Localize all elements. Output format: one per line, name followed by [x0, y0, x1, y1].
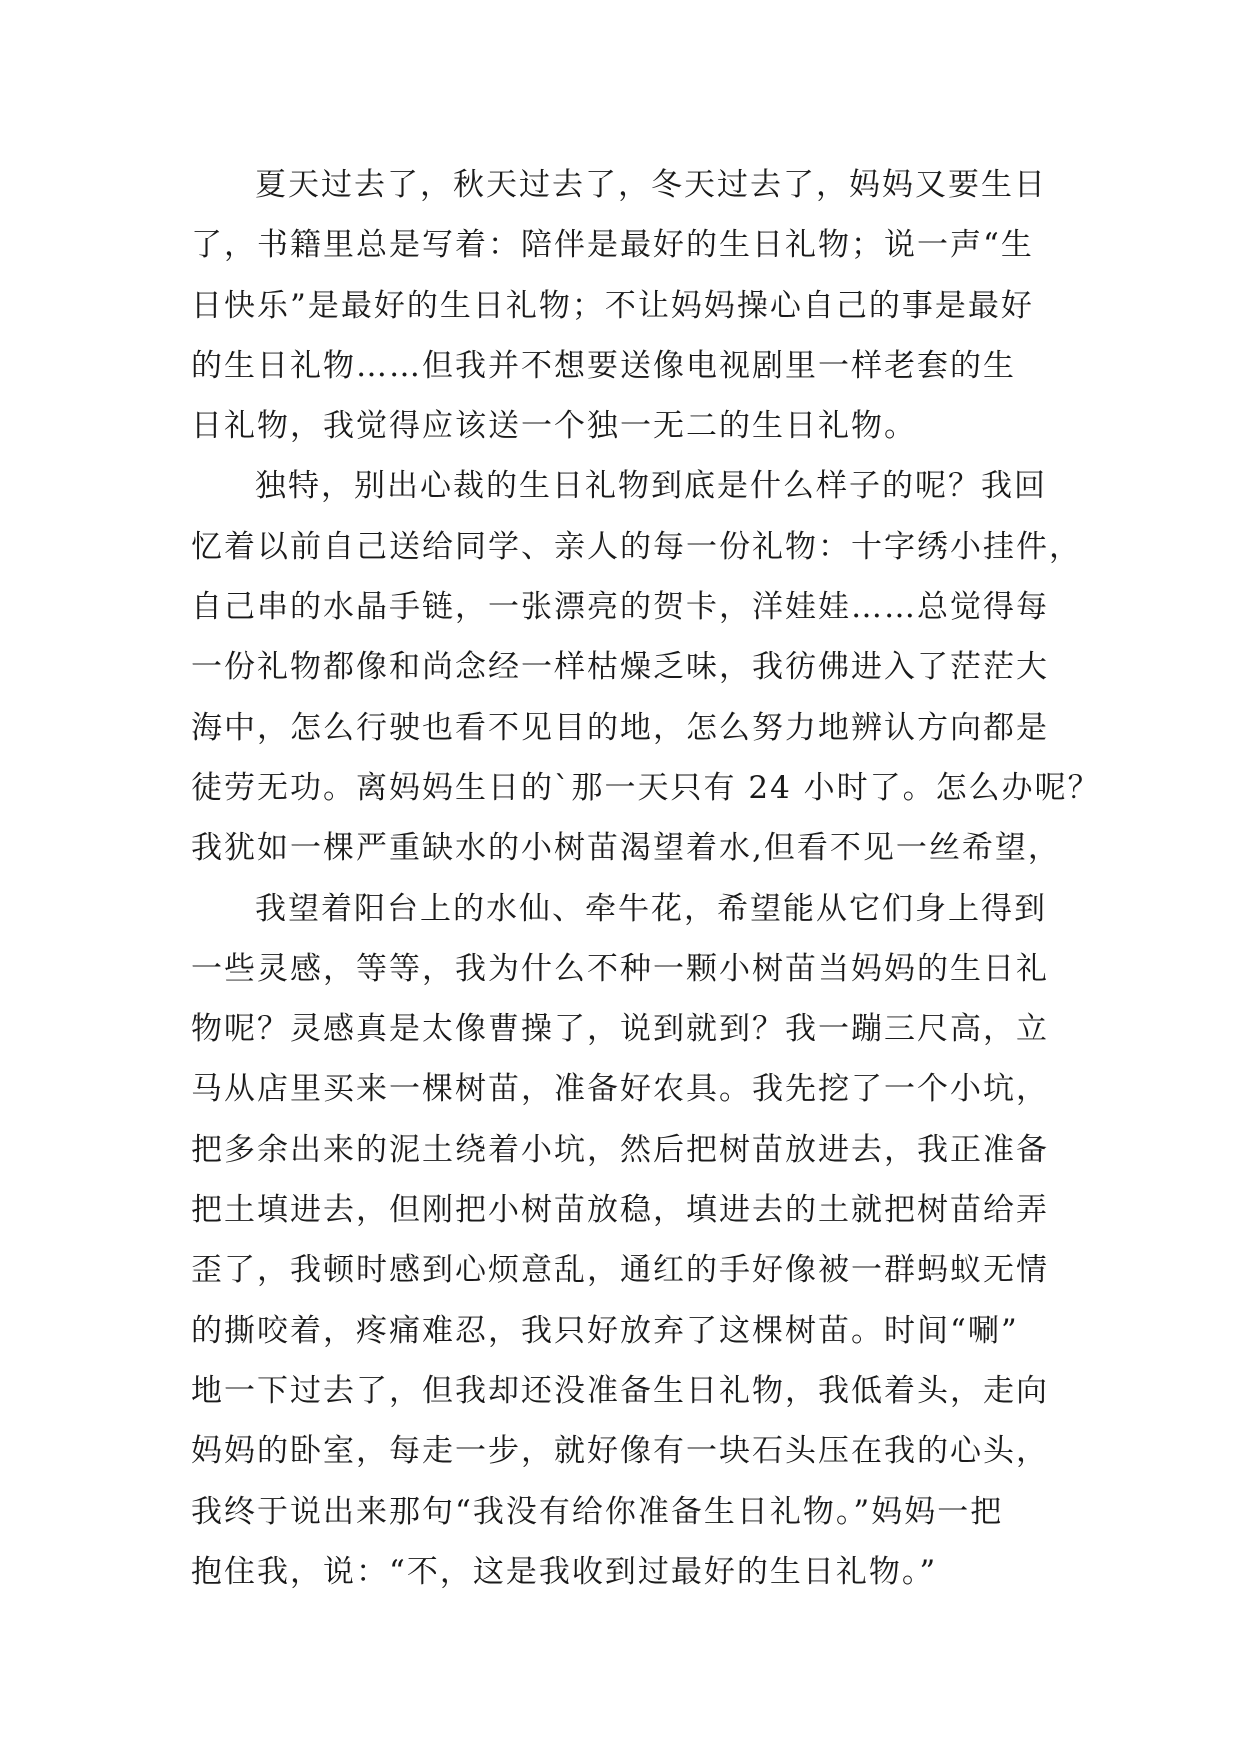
text-line: 忆着以前自己送给同学、亲人的每一份礼物：十字绣小挂件， — [191, 528, 1082, 565]
text-line: 地一下过去了，但我却还没准备生日礼物，我低着头，走向 — [191, 1372, 1049, 1409]
text-line: 日快乐”是最好的生日礼物；不让妈妈操心自己的事是最好 — [191, 287, 1034, 324]
text-line: 抱住我，说：“不，这是我收到过最好的生日礼物。” — [191, 1553, 938, 1590]
text-line: 我望着阳台上的水仙、牵牛花，希望能从它们身上得到 — [255, 890, 1047, 927]
text-line: 海中，怎么行驶也看不见目的地，怎么努力地辨认方向都是 — [191, 709, 1049, 746]
text-line: 夏天过去了，秋天过去了，冬天过去了，妈妈又要生日 — [255, 167, 1047, 203]
text-line: 了，书籍里总是写着：陪伴是最好的生日礼物；说一声“生 — [191, 227, 1034, 264]
text-line: 日礼物，我觉得应该送一个独一无二的生日礼物。 — [191, 408, 917, 445]
paragraph-2 — [191, 456, 1101, 878]
text-line: 歪了，我顿时感到心烦意乱，通红的手好像被一群蚂蚁无情 — [191, 1252, 1049, 1289]
paragraph-3 — [191, 879, 1061, 1603]
text-line: 徒劳无功。离妈妈生日的`那一天只有 24 小时了。怎么办呢？ — [191, 769, 1101, 806]
text-line: 物呢？灵感真是太像曹操了，说到就到？我一蹦三尺高，立 — [191, 1011, 1049, 1048]
text-line: 独特，别出心裁的生日礼物到底是什么样子的呢？我回 — [255, 468, 1047, 505]
text-line: 的生日礼物……但我并不想要送像电视剧里一样老套的生 — [191, 347, 1016, 384]
text-line: 我终于说出来那句“我没有给你准备生日礼物。”妈妈一把 — [191, 1493, 1004, 1530]
text-line: 一些灵感，等等，我为什么不种一颗小树苗当妈妈的生日礼 — [191, 950, 1049, 987]
text-line: 马从店里买来一棵树苗，准备好农具。我先挖了一个小坑， — [191, 1071, 1049, 1108]
text-line: 的撕咬着，疼痛难忍，我只好放弃了这棵树苗。时间“唰” — [191, 1312, 1019, 1349]
paragraph-1 — [191, 155, 1061, 456]
text-line: 妈妈的卧室，每走一步，就好像有一块石头压在我的心头， — [191, 1433, 1049, 1470]
text-line: 把多余出来的泥土绕着小坑，然后把树苗放进去，我正准备 — [191, 1131, 1049, 1168]
text-line: 自己串的水晶手链，一张漂亮的贺卡，洋娃娃……总觉得每 — [191, 589, 1049, 626]
text-line: 一份礼物都像和尚念经一样枯燥乏味，我彷佛进入了茫茫大 — [191, 649, 1049, 686]
text-line: 把土填进去，但刚把小树苗放稳，填进去的土就把树苗给弄 — [191, 1192, 1049, 1229]
text-line: 我犹如一棵严重缺水的小树苗渴望着水,但看不见一丝希望， — [191, 830, 1061, 867]
document-body — [191, 155, 1101, 1602]
